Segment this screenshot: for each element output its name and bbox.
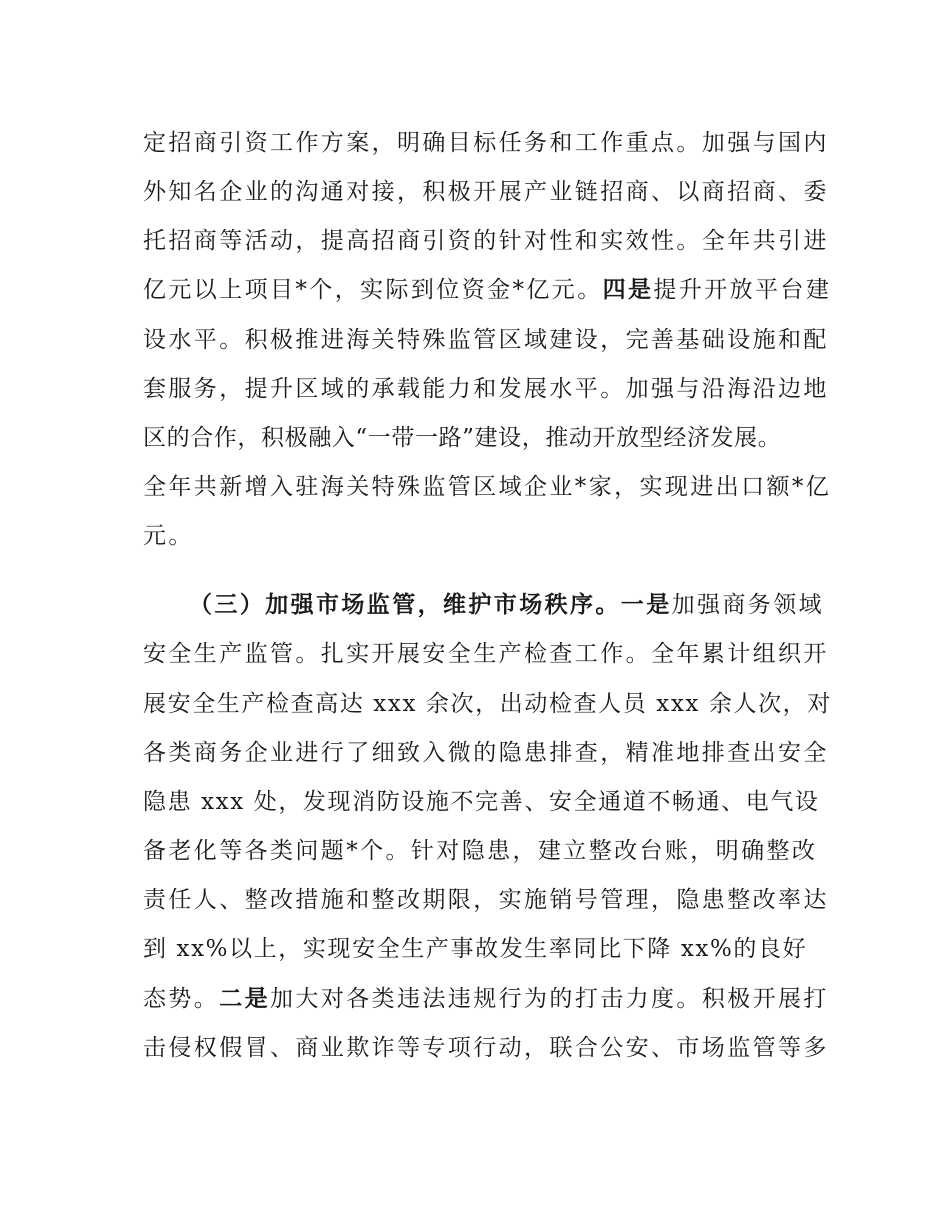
text-run: 加大对各类违法违规行为的打击力度。积极开展打 [270, 986, 829, 1012]
text-run: 加强商务领域 [671, 592, 825, 618]
text-line: 托招商等活动，提高招商引资的针对性和实效性。全年共引进 [143, 228, 829, 254]
text-line: 套服务，提升区域的承载能力和发展水平。加强与沿海沿边地 [143, 376, 829, 402]
text-line: 展安全生产检查高达 xxx 余次，出动检查人员 xxx 余人次，对 [143, 691, 832, 717]
text-line: 备老化等各类问题*个。针对隐患，建立整改台账，明确整改 [143, 838, 818, 864]
section-heading-line [189, 590, 824, 620]
text-line [143, 275, 831, 305]
text-line: 各类商务企业进行了细致入微的隐患排查，精准地排查出安全 [143, 740, 829, 766]
text-line: 设水平。积极推进海关特殊监管区域建设，完善基础设施和配 [143, 327, 829, 353]
text-line: 全年共新增入驻海关特殊监管区域企业*家，实现进出口额*亿 [143, 474, 832, 500]
text-line: 隐患 xxx 处，发现消防设施不完善、安全通道不畅通、电气设 [143, 789, 820, 815]
text-line: 责任人、整改措施和整改期限，实施销号管理，隐患整改率达 [143, 887, 829, 913]
text-run: 亿元以上项目*个，实际到位资金*亿元。 [143, 277, 603, 303]
bold-marker: 二是 [219, 986, 271, 1012]
text-line: 外知名企业的沟通对接，积极开展产业链招商、以商招商、委 [143, 179, 829, 205]
text-line: 元。 [143, 523, 194, 549]
text-line [143, 984, 829, 1014]
text-line: 到 xx%以上，实现安全生产事故发生率同比下降 xx%的良好 [143, 936, 808, 962]
text-line: 安全生产监管。扎实开展安全生产检查工作。全年累计组织开 [143, 641, 829, 667]
section-heading: （三）加强市场监管，维护市场秩序。一是 [189, 592, 672, 618]
text-line: 定招商引资工作方案，明确目标任务和工作重点。加强与国内 [143, 130, 829, 156]
text-line: 击侵权假冒、商业欺诈等专项行动，联合公安、市场监管等多 [143, 1035, 829, 1061]
text-run: 提升开放平台建 [653, 277, 832, 303]
bold-marker: 四是 [602, 277, 654, 303]
text-line: 区的合作，积极融入“一带一路”建设，推动开放型经济发展。 [143, 425, 782, 451]
text-run: 态势。 [143, 986, 220, 1012]
